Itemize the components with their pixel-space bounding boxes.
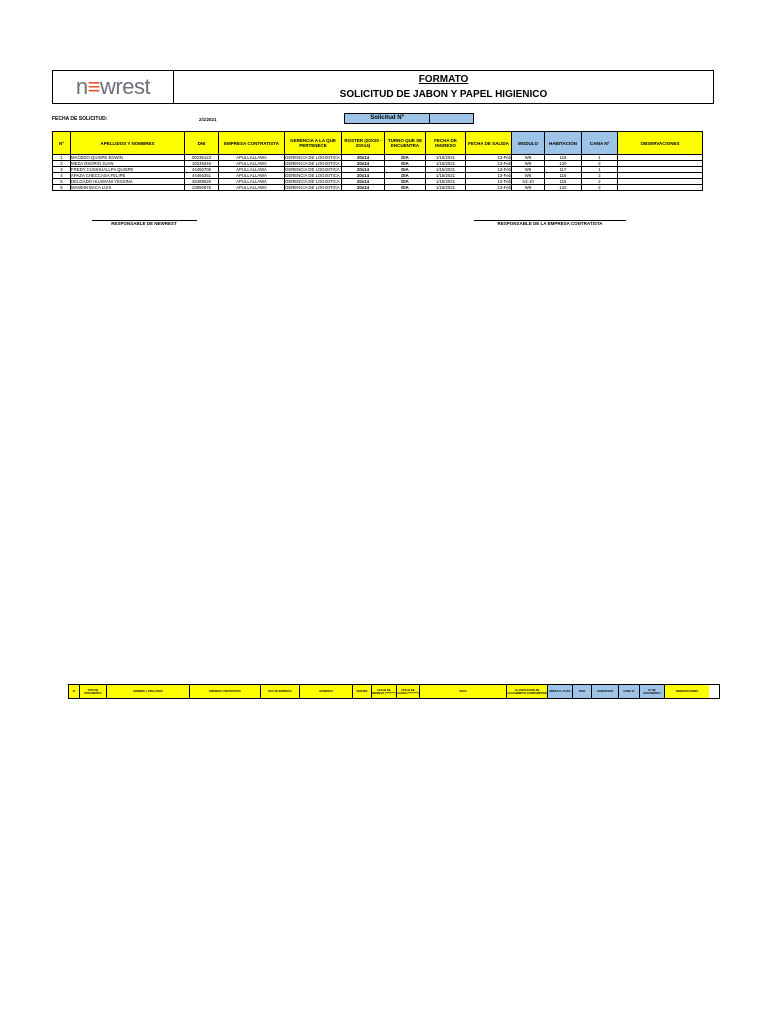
table-cell: W8: [512, 173, 545, 179]
table-cell: 120: [545, 161, 582, 167]
strip-header-cell: Nº: [69, 685, 80, 698]
table-cell: 118: [545, 155, 582, 161]
signature-label-contractor: RESPONSABLE DE LA EMPRESA CONTRATISTA: [497, 221, 603, 226]
table-cell: APULLALLAWA: [219, 155, 285, 161]
table-header-row: [53, 132, 703, 155]
table-cell: 6: [53, 185, 71, 191]
table-cell: DELGADO HUAMANI YESSINA: [71, 179, 185, 185]
table-cell: 1/15/2021: [426, 155, 466, 161]
table-cell: W8: [512, 155, 545, 161]
strip-header-cell: EMPRESA CONTRATISTA: [190, 685, 261, 698]
table-cell: 20x14: [342, 155, 385, 161]
title-cell: [174, 71, 713, 103]
table-cell: APULLALLAWA: [219, 161, 285, 167]
table-cell: MANDIN BACA LUIS: [71, 185, 185, 191]
table-cell: 4: [53, 173, 71, 179]
strip-header-cell: NOMBRE y APELLIDOS: [107, 685, 190, 698]
table-cell: 1: [582, 167, 618, 173]
strip-header-cell: MODULO / CASA: [548, 685, 573, 698]
column-header: ROSTER (20X20 - 20X14): [342, 132, 385, 155]
table-cell: 10249346: [185, 161, 219, 167]
column-header: MODULO: [512, 132, 545, 155]
table-cell: GERENCIA DE LOGISITICA: [285, 185, 340, 190]
strip-header-cell: SEXO: [420, 685, 507, 698]
signature-label-newrest: RESPONSABLE DE NEWREST: [111, 221, 177, 226]
table-cell: [618, 185, 703, 191]
strip-header-cell: GERENCIA: [300, 685, 353, 698]
strip-header-cell: HABITACION: [592, 685, 619, 698]
logo-text: n≡wrest: [75, 74, 151, 99]
table-cell: W8: [512, 185, 545, 191]
newrest-logo: [53, 71, 174, 103]
strip-header-cell: Nº DE DOCUMENTO: [640, 685, 665, 698]
strip-header-cell: TIPO DE DOCUMENTO: [80, 685, 107, 698]
table-cell: 13-Feb: [466, 179, 512, 185]
column-header: GERENCIA A LA QUE PERTENECE: [285, 132, 342, 155]
table-cell: 1: [582, 155, 618, 161]
table-cell: S3-10: [512, 179, 545, 185]
column-header: OBSERVACIONES: [618, 132, 703, 155]
table-cell: 1/15/2021: [426, 173, 466, 179]
table-cell: 13-Feb: [466, 185, 512, 191]
table-cell: APULLALLAWA: [219, 179, 285, 185]
table-cell: 115: [545, 179, 582, 185]
table-cell: 117: [545, 167, 582, 173]
table-cell: 132: [545, 185, 582, 191]
column-header: Nº: [53, 132, 71, 155]
document-type-title: FORMATO: [418, 74, 469, 85]
table-cell: DIA: [385, 185, 426, 191]
table-cell: 20x14: [342, 179, 385, 185]
table-cell: 1: [53, 155, 71, 161]
table-cell: 13-Feb: [466, 161, 512, 167]
table-cell: 44450706: [185, 167, 219, 173]
table-cell: 2: [582, 179, 618, 185]
table-cell: 44466351: [185, 173, 219, 179]
table-cell: APULLALLAWA: [219, 185, 285, 191]
table-cell: DIA: [385, 161, 426, 167]
column-header: EMPRESA CONTRATISTA: [219, 132, 285, 155]
table-cell: 2: [53, 161, 71, 167]
strip-header-cell: FECHA DE SALIDA (**/**/****): [397, 685, 420, 698]
document-title: SOLICITUD DE JABON Y PAPEL HIGIENICO: [339, 89, 548, 100]
table-row: [53, 185, 703, 191]
table-cell: 3: [53, 167, 71, 173]
request-number-box: [344, 113, 474, 124]
table-cell: W8: [512, 167, 545, 173]
column-header: FECHA DE INGRESO: [426, 132, 466, 155]
table-cell: APAZA CHECCASA FELIPE: [71, 173, 185, 179]
table-cell: DIA: [385, 179, 426, 185]
table-cell: MACEDO QUISPE EDWIN: [71, 155, 185, 161]
table-cell: 13-Feb: [466, 173, 512, 179]
table-body: [53, 155, 703, 191]
strip-header-cell: CLASIFICACION DE ALOJAMIENTO (CAMPAMENTO): [507, 685, 548, 698]
table-cell: 23950875: [185, 185, 219, 191]
strip-header-cell: PISO: [573, 685, 592, 698]
table-cell: 2: [582, 185, 618, 191]
strip-header-cell: CAMA Nº: [619, 685, 640, 698]
column-header: TURNO QUE SE ENCUENTRA: [385, 132, 426, 155]
table-cell: 116: [545, 173, 582, 179]
table-cell: DIA: [385, 173, 426, 179]
table-cell: 2: [582, 173, 618, 179]
table-cell: FREDY CUSIHUALLPA QUISPE: [71, 167, 185, 173]
request-date-label: FECHA DE SOLICITUD:: [52, 116, 108, 122]
table-cell: 1/15/2021: [426, 185, 466, 191]
table-cell: 13-Feb: [466, 167, 512, 173]
table-cell: 1/15/2021: [426, 179, 466, 185]
strip-header-cell: ROSTER: [353, 685, 372, 698]
column-header: APELLIDOS Y NOMBRES: [71, 132, 185, 155]
table-cell: APULLALLAWA: [219, 173, 285, 179]
table-cell: 2: [582, 161, 618, 167]
table-cell: GERENCIA DE LOGISITICA: [285, 179, 340, 184]
bottom-header-strip: [68, 684, 720, 699]
table-cell: 20x14: [342, 161, 385, 167]
table-cell: DIA: [385, 167, 426, 173]
table-cell: GERENCIA DE LOGISITICA: [285, 155, 340, 160]
table-cell: 00236123: [185, 155, 219, 161]
table-cell: 1/15/2021: [426, 161, 466, 167]
table-cell: 20x14: [342, 185, 385, 191]
table-cell: 20x14: [342, 173, 385, 179]
column-header: FECHA DE SALIDA: [466, 132, 512, 155]
strip-header-cell: FECHA DE INGRESO (**/**/****): [372, 685, 397, 698]
table-cell: 1/15/2021: [426, 167, 466, 173]
personnel-table: [52, 131, 703, 191]
table-cell: 13-Feb: [466, 155, 512, 161]
strip-header-cell: RUC DE EMPRESA: [261, 685, 300, 698]
document-header: [52, 70, 714, 104]
table-cell: MEZA OSORIO JUAN: [71, 161, 185, 167]
table-cell: GERENCIA DE LOGISITICA: [285, 167, 340, 172]
column-header: DNI: [185, 132, 219, 155]
request-date-value: 2/1/2021: [199, 117, 217, 122]
table-cell: GERENCIA DE LOGISITICA: [285, 173, 340, 178]
table-cell: DIA: [385, 155, 426, 161]
table-cell: 20x14: [342, 167, 385, 173]
strip-header-cell: OBSERVACIONES: [665, 685, 709, 698]
column-header: HABITACION: [545, 132, 582, 155]
table-cell: APULLALLAWA: [219, 167, 285, 173]
table-cell: GERENCIA DE LOGISITICA: [285, 161, 340, 166]
column-header: CAMA Nº: [582, 132, 618, 155]
request-number-label: Solicitud Nº: [345, 114, 430, 123]
table-cell: W8: [512, 161, 545, 167]
table-cell: 5: [53, 179, 71, 185]
table-cell: 45489526: [185, 179, 219, 185]
